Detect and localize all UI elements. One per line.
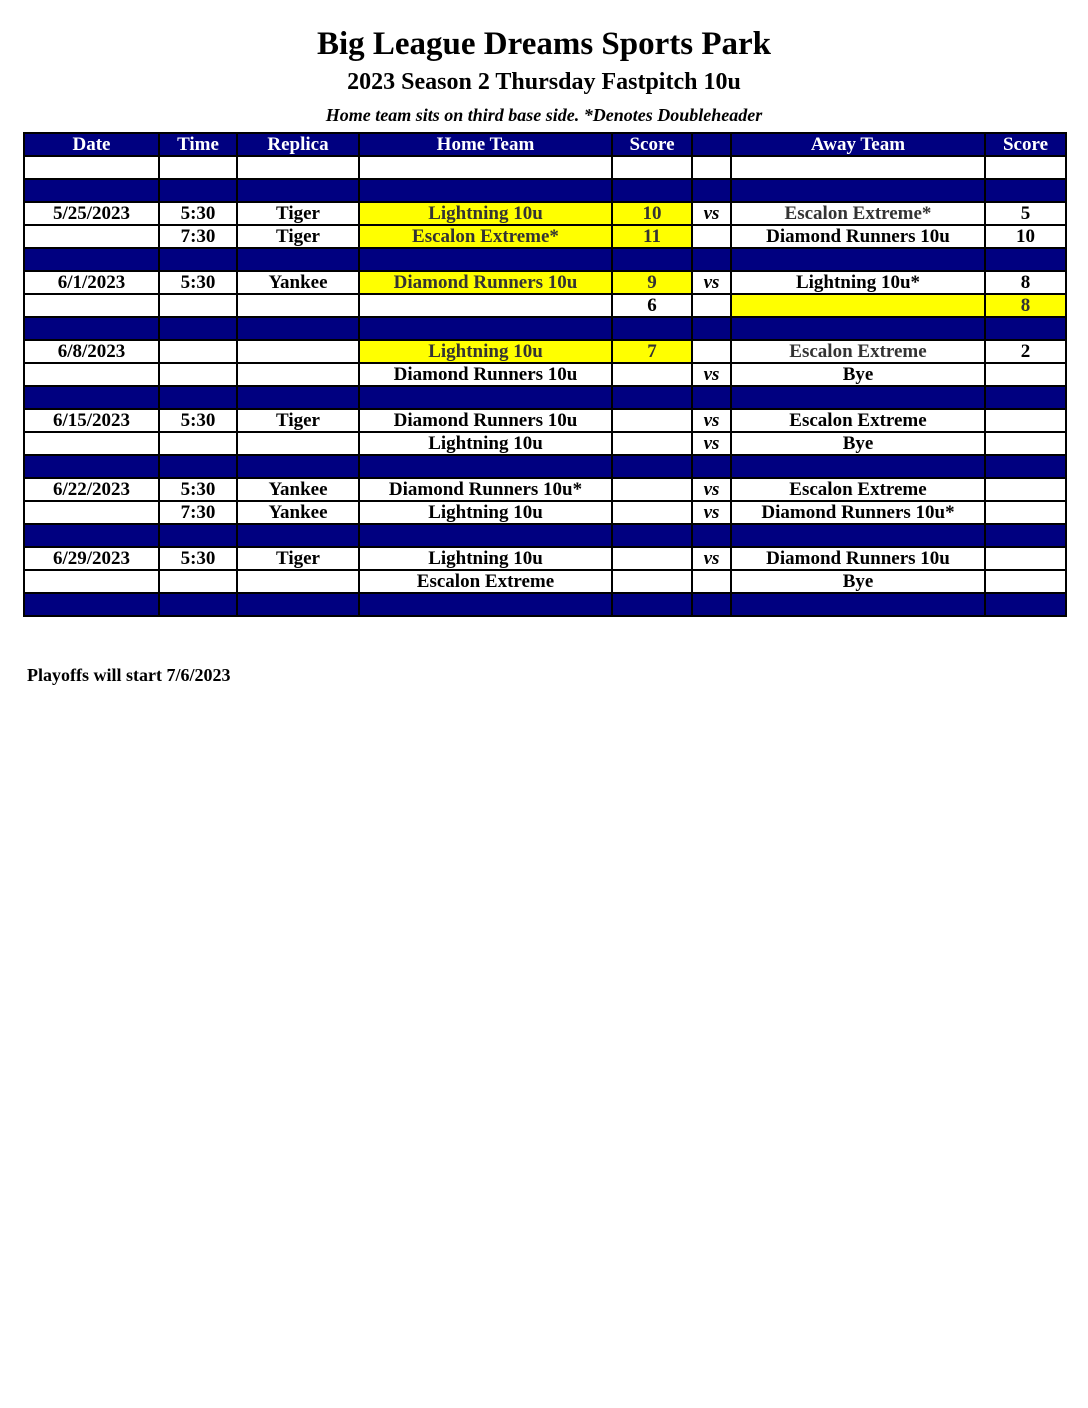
time-cell [159,156,237,179]
replica-cell [237,340,359,363]
home-score-cell: 11 [612,225,692,248]
game-row [24,202,1066,225]
separator-row [24,248,1066,271]
time-cell [159,317,237,340]
replica-cell: Tiger [237,409,359,432]
home-score-cell: 9 [612,271,692,294]
home-team-cell: Lightning 10u [359,202,612,225]
date-cell [24,570,159,593]
page-title: Big League Dreams Sports Park [316,26,772,62]
home-team-cell: Lightning 10u [359,501,612,524]
vs-cell: vs [692,547,731,570]
home-score-cell [612,409,692,432]
home-team-cell [359,317,612,340]
replica-cell [237,593,359,616]
home-score-cell [612,179,692,202]
game-row [24,501,1066,524]
away-score-cell [985,593,1066,616]
away-team-cell: Escalon Extreme [731,409,985,432]
date-cell [24,294,159,317]
time-cell [159,179,237,202]
replica-cell [237,156,359,179]
away-team-cell: Bye [731,432,985,455]
home-team-cell: Lightning 10u [359,432,612,455]
away-score-cell: 2 [985,340,1066,363]
home-team-cell [359,455,612,478]
blank-row [24,156,1066,179]
separator-row [24,317,1066,340]
vs-cell [692,570,731,593]
home-team-cell: Escalon Extreme [359,570,612,593]
game-row [24,294,1066,317]
vs-cell: vs [692,432,731,455]
home-score-cell [612,363,692,386]
col-header-home-team: Home Team [359,133,612,156]
home-team-cell [359,294,612,317]
home-team-cell: Diamond Runners 10u* [359,478,612,501]
away-team-cell [731,248,985,271]
away-team-cell: Escalon Extreme* [731,202,985,225]
date-cell [24,593,159,616]
away-score-cell [985,455,1066,478]
replica-cell: Tiger [237,202,359,225]
date-cell [24,432,159,455]
home-team-cell: Escalon Extreme* [359,225,612,248]
home-team-cell [359,179,612,202]
separator-row [24,524,1066,547]
col-header-replica: Replica [237,133,359,156]
away-score-cell [985,317,1066,340]
replica-cell [237,432,359,455]
home-score-cell [612,432,692,455]
schedule-table [23,132,1067,617]
game-row [24,432,1066,455]
date-cell: 6/22/2023 [24,478,159,501]
away-team-cell: Lightning 10u* [731,271,985,294]
time-cell [159,294,237,317]
header-row [24,133,1066,156]
time-cell: 5:30 [159,409,237,432]
home-team-cell [359,593,612,616]
replica-cell [237,179,359,202]
game-row [24,570,1066,593]
date-cell [24,225,159,248]
col-header-date: Date [24,133,159,156]
time-cell: 5:30 [159,202,237,225]
home-team-cell: Lightning 10u [359,547,612,570]
date-cell: 6/29/2023 [24,547,159,570]
away-team-cell: Escalon Extreme [731,340,985,363]
home-score-cell: 10 [612,202,692,225]
replica-cell: Yankee [237,478,359,501]
vs-cell: vs [692,478,731,501]
away-team-cell: Diamond Runners 10u [731,547,985,570]
replica-cell [237,248,359,271]
home-team-cell: Diamond Runners 10u [359,363,612,386]
replica-cell: Tiger [237,547,359,570]
page-subtitle: 2023 Season 2 Thursday Fastpitch 10u [347,69,741,95]
time-cell: 7:30 [159,225,237,248]
date-cell [24,317,159,340]
vs-cell: vs [692,202,731,225]
home-score-cell [612,524,692,547]
game-row [24,225,1066,248]
replica-cell [237,386,359,409]
away-score-cell [985,547,1066,570]
game-row [24,478,1066,501]
schedule-body [24,156,1066,616]
time-cell: 5:30 [159,478,237,501]
vs-cell [692,386,731,409]
game-row [24,340,1066,363]
col-header-home-score: Score [612,133,692,156]
home-score-cell [612,317,692,340]
away-score-cell: 8 [985,294,1066,317]
home-score-cell [612,478,692,501]
home-score-cell: 7 [612,340,692,363]
away-score-cell: 8 [985,271,1066,294]
replica-cell: Tiger [237,225,359,248]
replica-cell [237,363,359,386]
col-header-away-team: Away Team [731,133,985,156]
home-team-cell [359,156,612,179]
vs-cell [692,294,731,317]
away-score-cell: 5 [985,202,1066,225]
away-score-cell [985,570,1066,593]
time-cell [159,386,237,409]
away-team-cell [731,317,985,340]
time-cell [159,524,237,547]
date-cell: 6/8/2023 [24,340,159,363]
home-team-cell [359,386,612,409]
away-team-cell [731,386,985,409]
replica-cell [237,570,359,593]
home-score-cell [612,248,692,271]
home-team-cell [359,248,612,271]
schedule-note: Home team sits on third base side. *Denotes Doubleheader [325,105,763,125]
time-cell [159,432,237,455]
away-score-cell [985,409,1066,432]
home-team-cell: Diamond Runners 10u [359,271,612,294]
col-header-vs [692,133,731,156]
away-score-cell [985,363,1066,386]
vs-cell: vs [692,271,731,294]
home-score-cell [612,156,692,179]
away-score-cell [985,432,1066,455]
separator-row [24,593,1066,616]
time-cell [159,363,237,386]
replica-cell: Yankee [237,501,359,524]
date-cell [24,386,159,409]
vs-cell [692,248,731,271]
away-team-cell: Diamond Runners 10u* [731,501,985,524]
replica-cell [237,524,359,547]
time-cell [159,570,237,593]
time-cell: 5:30 [159,271,237,294]
away-score-cell [985,179,1066,202]
home-score-cell [612,593,692,616]
date-cell: 6/1/2023 [24,271,159,294]
vs-cell: vs [692,501,731,524]
date-cell: 5/25/2023 [24,202,159,225]
date-cell [24,501,159,524]
game-row [24,271,1066,294]
home-score-cell [612,455,692,478]
game-row [24,409,1066,432]
home-team-cell: Diamond Runners 10u [359,409,612,432]
date-cell [24,179,159,202]
replica-cell [237,455,359,478]
vs-cell [692,225,731,248]
vs-cell [692,179,731,202]
time-cell [159,248,237,271]
away-team-cell: Diamond Runners 10u [731,225,985,248]
away-team-cell [731,294,985,317]
time-cell [159,455,237,478]
replica-cell: Yankee [237,271,359,294]
replica-cell [237,294,359,317]
away-score-cell [985,248,1066,271]
time-cell: 7:30 [159,501,237,524]
home-score-cell: 6 [612,294,692,317]
vs-cell [692,156,731,179]
date-cell [24,156,159,179]
away-team-cell: Bye [731,570,985,593]
away-score-cell: 10 [985,225,1066,248]
away-team-cell [731,524,985,547]
away-score-cell [985,524,1066,547]
date-cell: 6/15/2023 [24,409,159,432]
away-team-cell [731,156,985,179]
away-score-cell [985,501,1066,524]
replica-cell [237,317,359,340]
time-cell [159,593,237,616]
time-cell: 5:30 [159,547,237,570]
vs-cell [692,340,731,363]
away-team-cell [731,455,985,478]
vs-cell [692,317,731,340]
date-cell [24,248,159,271]
separator-row [24,179,1066,202]
col-header-time: Time [159,133,237,156]
vs-cell: vs [692,409,731,432]
vs-cell [692,524,731,547]
game-row [24,547,1066,570]
date-cell [24,363,159,386]
home-score-cell [612,386,692,409]
away-score-cell [985,478,1066,501]
time-cell [159,340,237,363]
home-team-cell [359,524,612,547]
away-score-cell [985,386,1066,409]
separator-row [24,386,1066,409]
away-team-cell: Bye [731,363,985,386]
playoffs-note: Playoffs will start 7/6/2023 [27,665,231,685]
vs-cell [692,455,731,478]
game-row [24,363,1066,386]
separator-row [24,455,1066,478]
home-score-cell [612,570,692,593]
away-team-cell: Escalon Extreme [731,478,985,501]
home-score-cell [612,547,692,570]
vs-cell: vs [692,363,731,386]
away-team-cell [731,179,985,202]
col-header-away-score: Score [985,133,1066,156]
date-cell [24,524,159,547]
away-score-cell [985,156,1066,179]
date-cell [24,455,159,478]
home-score-cell [612,501,692,524]
away-team-cell [731,593,985,616]
home-team-cell: Lightning 10u [359,340,612,363]
vs-cell [692,593,731,616]
